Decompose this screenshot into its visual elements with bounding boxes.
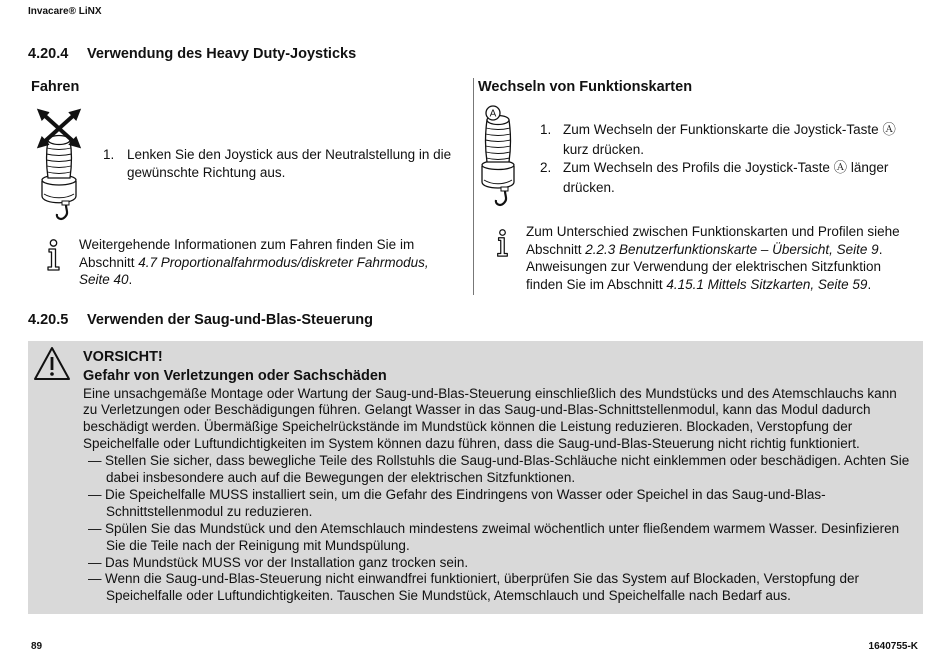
caution-text-line: beschädigt werden. Übermäßige Speichelrückstände im Mundstück können die Leistung reduzieren. Blockaden, Verstopfung der (83, 419, 853, 435)
info-icon (45, 239, 62, 271)
info-cross-reference: Seite 40 (79, 272, 129, 287)
driving-info-note (79, 236, 429, 289)
joystick-button-label: A (489, 108, 497, 120)
caution-text-line: Eine unsachgemäße Montage oder Wartung der Saug-und-Blas-Steuerung einschließlich des Mundstücks und des Atemschlauchs kann (83, 385, 897, 401)
info-text: . (128, 272, 133, 287)
warning-triangle-icon (33, 346, 71, 381)
bullet-text: Wenn die Saug-und-Blas-Steuerung nicht einwandfrei funktioniert, überprüfen Sie das System auf Blockaden, Verstopfung der (105, 571, 859, 587)
info-cross-reference: 2.2.3 Benutzerfunktionskarte – Übersicht, Seite 9 (585, 241, 879, 257)
driving-step-1 (103, 146, 451, 182)
step-text-line: gewünschte Richtung aus. (127, 165, 286, 180)
section-number: 4.20.4 (28, 46, 69, 62)
caution-bullet (83, 571, 909, 588)
bullet-text: Sie die Teile nach der Reinigung mit Mundspülung. (106, 537, 410, 553)
caution-body (83, 386, 909, 606)
step-text-line: Zum Wechseln der Funktionskarte die Joystick-Taste Ⓐ (563, 121, 896, 137)
bullet-text: Das Mundstück MUSS vor der Installation ganz trocken sein. (105, 554, 469, 570)
info-text: finden Sie im Abschnitt (526, 276, 667, 292)
step-number: 2. (540, 160, 552, 175)
bullet-text: Spülen Sie das Mundstück und den Atemschlauch mindestens zweimal wöchentlich unter fließendem warmem Wasser. Desinfizieren (105, 520, 900, 536)
caution-box (28, 341, 923, 614)
bullet-text: Die Speichelfalle MUSS installiert sein, um die Gefahr des Eindringens von Wasser oder Speichel in das Saug-und-Blas- (105, 486, 826, 502)
step-text-line: Lenken Sie den Joystick aus der Neutralstellung in die (127, 147, 452, 162)
info-text: Anweisungen zur Verwendung der elektrischen Sitzfunktion (526, 259, 881, 275)
step-text-line: Zum Wechseln des Profils die Joystick-Taste Ⓐ länger (563, 160, 889, 175)
step-text-line: kurz drücken. (563, 141, 645, 157)
subheading-driving: Fahren (31, 79, 80, 95)
running-header: Invacare® LiNX (28, 6, 102, 17)
info-text: Weitergehende Informationen zum Fahren finden Sie im (79, 237, 415, 252)
joystick-drive-illustration (32, 104, 96, 224)
bullet-text: Schnittstellenmodul zu reduzieren. (106, 503, 313, 519)
caution-bullet (83, 521, 909, 538)
info-cross-reference: 4.7 Proportionalfahrmodus/diskreter Fahrmodus, (138, 254, 429, 270)
caution-hazard: Gefahr von Verletzungen oder Sachschäden (83, 368, 387, 384)
bullet-text: dabei insbesondere auch auf die Bewegungen der elektrischen Sitzfunktionen. (106, 470, 576, 486)
step-number: 1. (540, 121, 552, 137)
caution-text-line: zu Verletzungen oder Beschädigungen führen. Gelangt Wasser in das Saug-und-Blas-Schnittstellenmodul, kann das Modul dadurch (83, 402, 871, 418)
section-number: 4.20.5 (28, 312, 69, 328)
subheading-function-cards: Wechseln von Funktionskarten (478, 79, 693, 95)
info-cross-reference: 4.15.1 Mittels Sitzkarten, Seite 59 (666, 276, 868, 292)
step-number: 1. (103, 147, 115, 162)
joystick-button-illustration (476, 102, 534, 210)
bullet-text: Speichelfalle oder Luftundichtigkeiten. Tauschen Sie Mundstück, Atemschlauch und Speichelfalle nach Bedarf aus. (106, 588, 791, 604)
page-number: 89 (31, 641, 43, 652)
info-icon (495, 229, 510, 257)
info-text: . (867, 276, 872, 292)
function-cards-step-2 (540, 158, 888, 198)
info-text: Abschnitt (526, 241, 586, 257)
bullet-dash: — (88, 520, 102, 536)
bullet-dash: — (88, 486, 102, 502)
info-text: Zum Unterschied zwischen Funktionskarten und Profilen siehe (526, 224, 900, 239)
caution-text-line: Speichelfalle oder Luftundichtigkeiten im System können dazu führen, dass die Saug-und-Blas-Steuerung nicht richtig funktioniert. (83, 436, 860, 452)
bullet-text: Stellen Sie sicher, dass bewegliche Teile des Rollstuhls die Saug-und-Blas-Schläuche nicht einklemmen oder beschädigen. Achten Sie (105, 453, 910, 469)
bullet-dash: — (88, 554, 102, 570)
column-divider (473, 78, 474, 295)
document-number: 1640755-K (868, 641, 918, 652)
section-title: Verwendung des Heavy Duty-Joysticks (87, 46, 357, 62)
function-cards-info-note (526, 223, 900, 293)
caution-bullet (83, 487, 909, 504)
caution-signal-word: VORSICHT! (83, 349, 163, 365)
caution-bullet (83, 555, 909, 572)
bullet-dash: — (88, 453, 102, 469)
step-text-line: drücken. (563, 180, 615, 195)
info-text: . (878, 241, 883, 257)
section-title: Verwenden der Saug-und-Blas-Steuerung (87, 312, 374, 328)
function-cards-step-1 (540, 120, 896, 160)
caution-bullet (83, 453, 909, 470)
bullet-dash: — (88, 571, 102, 587)
info-text: Abschnitt (79, 254, 139, 270)
